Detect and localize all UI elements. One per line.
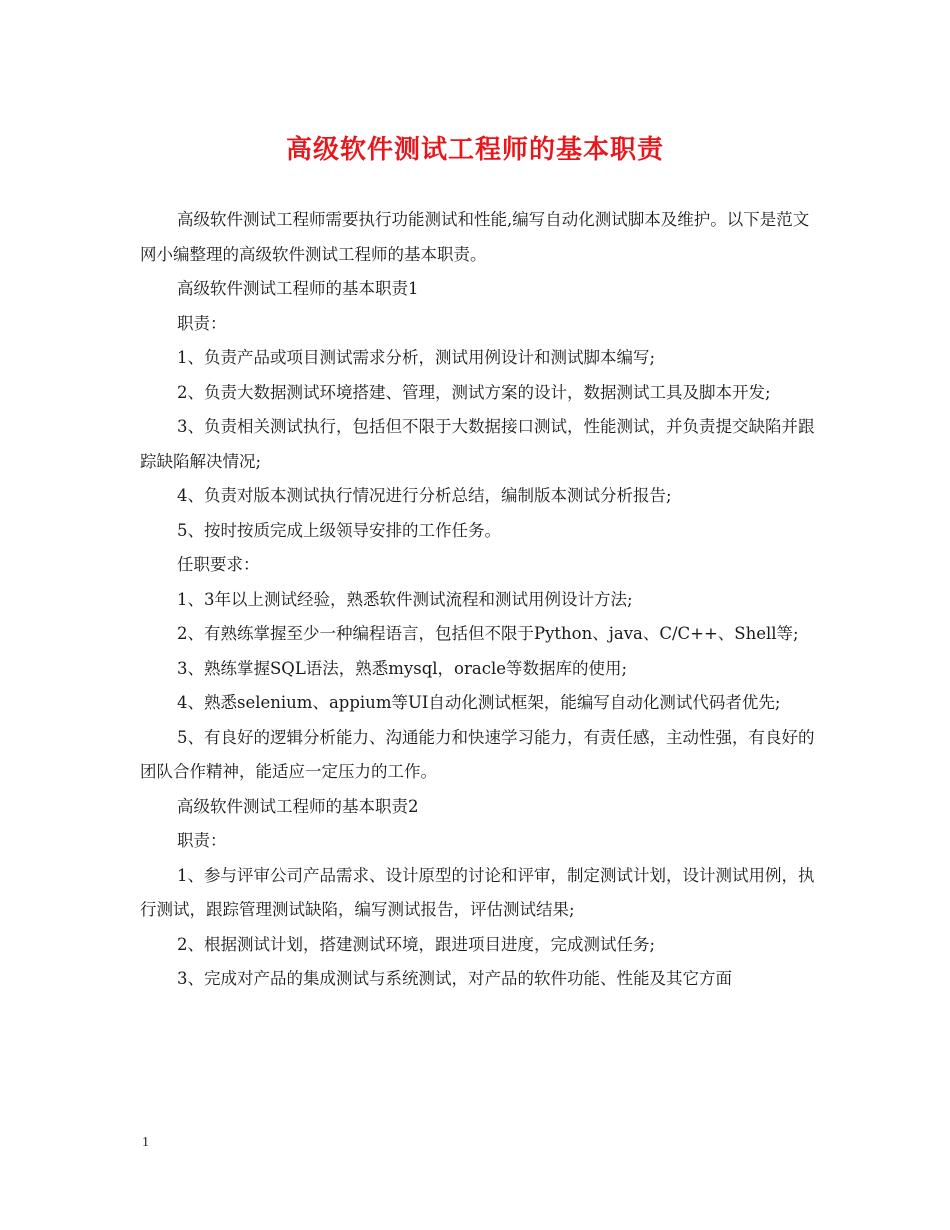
duty-item-1-2: 2、负责大数据测试环境搭建、管理，测试方案的设计，数据测试工具及脚本开发; [177,382,771,402]
requirement-item-4: 4、熟悉selenium、appium等UI自动化测试框架，能编写自动化测试代码者优先; [177,693,781,712]
requirement-item-1: 1、3年以上测试经验，熟悉软件测试流程和测试用例设计方法; [177,589,633,609]
duty-item-1-5: 5、按时按质完成上级领导安排的工作任务。 [177,520,501,540]
duties-label-2: 职责： [177,831,227,850]
duty-item-2-3: 3、完成对产品的集成测试与系统测试，对产品的软件功能、性能及其它方面 [177,969,732,988]
duty-item-2-1: 1、参与评审公司产品需求、设计原型的讨论和评审，制定测试计划，设计测试用例，执行测试，跟踪管理测试缺陷，编写测试报告，评估测试结果; [140,865,815,919]
section-heading-1: 高级软件测试工程师的基本职责1 [177,279,419,298]
duties-label-1: 职责： [177,313,227,333]
section-heading-2: 高级软件测试工程师的基本职责2 [177,796,419,816]
duty-item-1-1: 1、负责产品或项目测试需求分析，测试用例设计和测试脚本编写; [177,348,656,367]
requirement-item-5: 5、有良好的逻辑分析能力、沟通能力和快速学习能力，有责任感，主动性强，有良好的团队合作精神，能适应一定压力的工作。 [140,727,815,781]
document-title: 高级软件测试工程师的基本职责 [285,135,664,165]
intro-paragraph: 高级软件测试工程师需要执行功能测试和性能,编写自动化测试脚本及维护。以下是范文网小编整理的高级软件测试工程师的基本职责。 [140,210,810,264]
requirement-item-2: 2、有熟练掌握至少一种编程语言，包括但不限于Python、java、C/C++、Shell等; [177,624,799,643]
duty-item-1-3: 3、负责相关测试执行，包括但不限于大数据接口测试，性能测试，并负责提交缺陷并跟踪缺陷解决情况; [140,417,815,471]
duty-item-2-2: 2、根据测试计划，搭建测试环境，跟进项目进度，完成测试任务; [177,934,656,954]
document-body [140,203,820,997]
duty-item-1-4: 4、负责对版本测试执行情况进行分析总结，编制版本测试分析报告; [177,486,672,505]
page-number: 1 [142,1135,149,1150]
requirements-label: 任职要求： [177,555,260,574]
requirement-item-3: 3、熟练掌握SQL语法，熟悉mysql，oracle等数据库的使用; [177,658,628,678]
